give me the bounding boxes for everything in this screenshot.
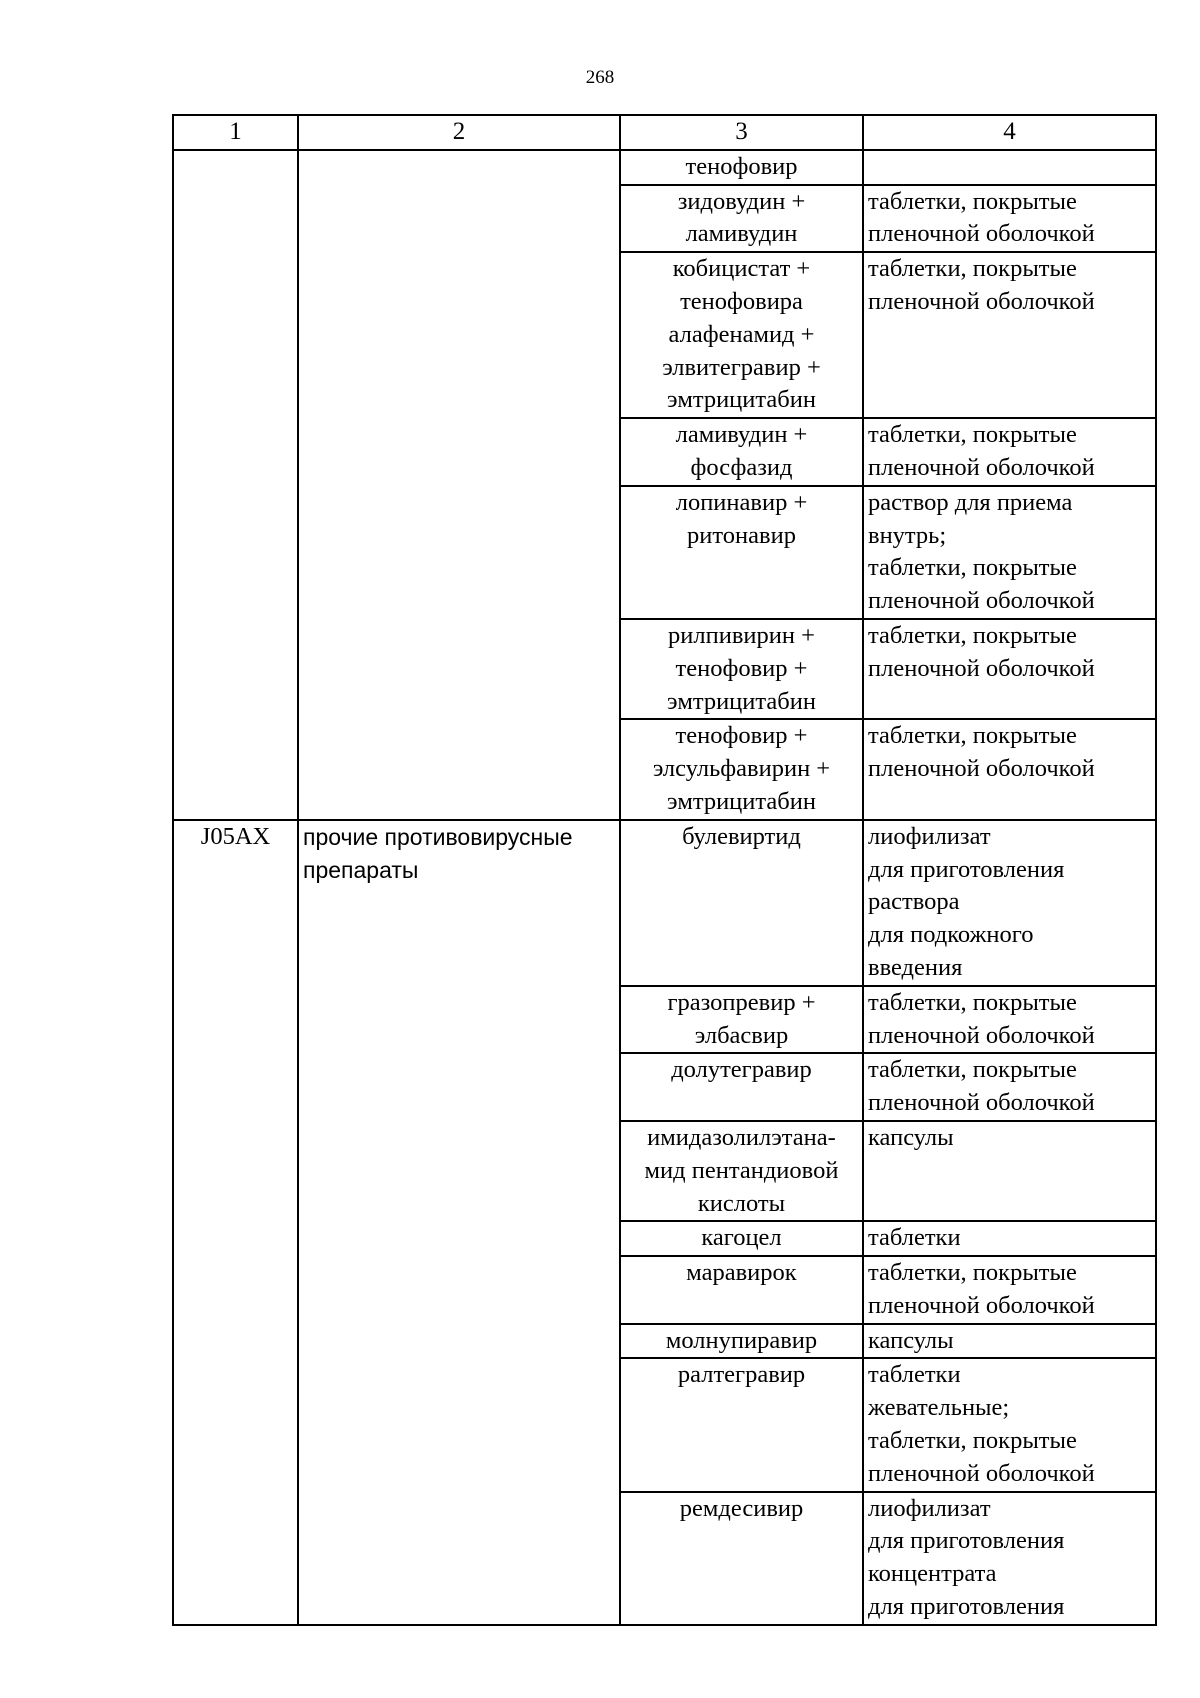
cell-line: молнупиравир — [665, 1326, 818, 1354]
cell-line: тенофовира — [680, 287, 803, 315]
drug-name-cell — [620, 1324, 863, 1359]
atc-code-cell — [173, 820, 298, 1625]
group-name-cell — [298, 150, 620, 820]
cell-line: для приготовления — [868, 855, 1065, 883]
cell-line: пленочной оболочкой — [868, 1021, 1095, 1049]
cell-line: таблетки, покрытые — [868, 187, 1077, 215]
cell-line: таблетки, покрытые — [868, 554, 1077, 582]
cell-line: эмтрицитабин — [667, 386, 816, 414]
cell-line: пленочной оболочкой — [868, 1459, 1095, 1487]
header-row — [173, 115, 1156, 150]
cell-line: элбасвир — [694, 1021, 789, 1049]
dosage-form-cell — [863, 719, 1156, 819]
dosage-form-cell — [863, 150, 1156, 185]
page-number: 268 — [585, 67, 615, 88]
drug-name-cell — [620, 150, 863, 185]
cell-line: пленочной оболочкой — [868, 220, 1095, 248]
drug-name-cell — [620, 418, 863, 486]
cell-line: ремдесивир — [679, 1494, 804, 1522]
cell-line: гразопревир + — [667, 988, 816, 1016]
cell-line: кобицистат + — [672, 255, 811, 283]
cell-line: внутрь; — [868, 521, 947, 549]
dosage-form-cell — [863, 619, 1156, 719]
cell-line: для приготовления — [868, 1593, 1065, 1621]
column-header-3: 3 — [620, 115, 863, 150]
drug-name-cell — [620, 486, 863, 619]
cell-line: раствор для приема — [868, 488, 1073, 516]
cell-line: таблетки, покрытые — [868, 621, 1077, 649]
dosage-form-cell — [863, 1324, 1156, 1359]
cell-line: долутегравир — [671, 1056, 812, 1084]
cell-line: таблетки, покрытые — [868, 722, 1077, 750]
drug-name-cell — [620, 252, 863, 418]
cell-line: ламивудин + — [675, 421, 808, 449]
dosage-form-cell — [863, 252, 1156, 418]
cell-line: элвитегравир + — [662, 353, 821, 381]
cell-line: ралтегравир — [677, 1361, 806, 1389]
cell-line: введения — [868, 953, 963, 981]
cell-line: жевательные; — [868, 1394, 1010, 1422]
table-row — [173, 150, 1156, 185]
cell-line: для приготовления — [868, 1527, 1065, 1555]
cell-line: лиофилизат — [868, 1494, 991, 1522]
column-header-1: 1 — [173, 115, 298, 150]
cell-line: кагоцел — [701, 1224, 782, 1252]
cell-line: имидазолилэтана- — [647, 1123, 836, 1151]
table-row — [173, 820, 1156, 986]
cell-line: прочие противовирусные — [303, 823, 573, 850]
cell-line: фосфазид — [690, 453, 793, 481]
dosage-form-cell — [863, 1256, 1156, 1324]
cell-line: пленочной оболочкой — [868, 587, 1095, 615]
cell-line: пленочной оболочкой — [868, 453, 1095, 481]
drug-table — [172, 114, 1157, 1626]
dosage-form-cell — [863, 1492, 1156, 1625]
cell-line: таблетки, покрытые — [868, 255, 1077, 283]
dosage-form-cell — [863, 1121, 1156, 1221]
dosage-form-cell — [863, 820, 1156, 986]
drug-name-cell — [620, 1492, 863, 1625]
cell-line: ламивудин — [685, 220, 798, 248]
cell-line: тенофовир + — [675, 654, 808, 682]
cell-line: кислоты — [697, 1189, 786, 1217]
cell-line: таблетки, покрытые — [868, 1056, 1077, 1084]
cell-line: лиофилизат — [868, 822, 991, 850]
cell-line: препараты — [303, 856, 419, 883]
cell-line: зидовудин + — [677, 187, 806, 215]
dosage-form-cell — [863, 1358, 1156, 1491]
cell-line: капсулы — [868, 1326, 954, 1354]
group-name-cell — [298, 820, 620, 1625]
atc-code-cell — [173, 150, 298, 820]
cell-line: эмтрицитабин — [667, 687, 816, 715]
cell-line: элсульфавирин + — [652, 755, 831, 783]
cell-line: мид пентандиовой — [644, 1156, 839, 1184]
cell-line: таблетки, покрытые — [868, 1427, 1077, 1455]
cell-line: алафенамид + — [668, 320, 815, 348]
dosage-form-cell — [863, 185, 1156, 253]
cell-line: булевиртид — [682, 822, 801, 850]
cell-line: пленочной оболочкой — [868, 755, 1095, 783]
cell-line: пленочной оболочкой — [868, 1089, 1095, 1117]
cell-line: таблетки — [868, 1224, 961, 1252]
dosage-form-cell — [863, 418, 1156, 486]
dosage-form-cell — [863, 1221, 1156, 1256]
cell-line: ритонавир — [687, 521, 796, 549]
cell-line: капсулы — [868, 1123, 954, 1151]
drug-name-cell — [620, 619, 863, 719]
drug-name-cell — [620, 185, 863, 253]
cell-line: пленочной оболочкой — [868, 1291, 1095, 1319]
cell-line: таблетки, покрытые — [868, 988, 1077, 1016]
cell-line: тенофовир + — [675, 722, 808, 750]
cell-line: таблетки — [868, 1361, 961, 1389]
drug-name-cell — [620, 1256, 863, 1324]
drug-name-cell — [620, 1358, 863, 1491]
dosage-form-cell — [863, 486, 1156, 619]
cell-line: для подкожного — [868, 921, 1034, 949]
drug-name-cell — [620, 1053, 863, 1121]
cell-line: эмтрицитабин — [667, 787, 816, 815]
column-header-4: 4 — [863, 115, 1156, 150]
cell-line: раствора — [868, 888, 960, 916]
drug-name-cell — [620, 719, 863, 819]
drug-name-cell — [620, 820, 863, 986]
dosage-form-cell — [863, 986, 1156, 1054]
cell-line: концентрата — [868, 1560, 997, 1588]
dosage-form-cell — [863, 1053, 1156, 1121]
cell-line: рилпивирин + — [668, 621, 815, 649]
drug-name-cell — [620, 1221, 863, 1256]
cell-line: таблетки, покрытые — [868, 1259, 1077, 1287]
drug-name-cell — [620, 1121, 863, 1221]
atc-code: J05AX — [200, 822, 271, 850]
cell-line: лопинавир + — [675, 488, 808, 516]
cell-line: пленочной оболочкой — [868, 287, 1095, 315]
cell-line: пленочной оболочкой — [868, 654, 1095, 682]
drug-name-cell — [620, 986, 863, 1054]
cell-line: тенофовир — [685, 152, 798, 180]
column-header-2: 2 — [298, 115, 620, 150]
cell-line: таблетки, покрытые — [868, 421, 1077, 449]
cell-line: маравирок — [686, 1259, 797, 1287]
